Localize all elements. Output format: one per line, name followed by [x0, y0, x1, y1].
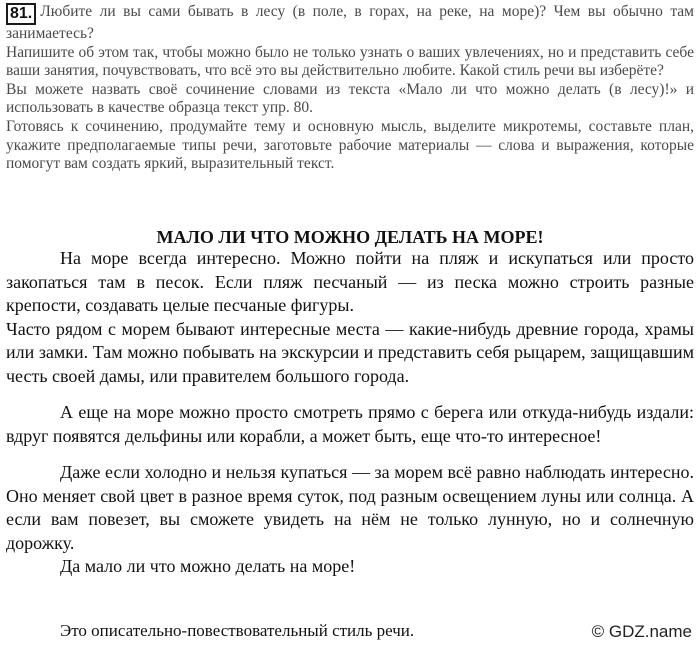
- exercise-number: 81.: [6, 3, 36, 25]
- task-line-2: Напишите об этом так, чтобы можно было не только узнать о ваших увлечениях, но и представить себе ваши занятия, почувствовать, что всё это вы действительно любите. Какой стиль речи вы изберёте?: [6, 43, 694, 80]
- task-text-1: Любите ли вы сами бывать в лесу (в поле, в горах, на реке, на море)? Чем вы обычно там занимаетесь?: [6, 3, 694, 42]
- exercise-task: [6, 3, 694, 174]
- essay-paragraph-3: А еще на море можно просто смотреть прямо с берега или откуда-нибудь издали: вдруг появятся дельфины или корабли, а может быть, еще что-то интересное!: [6, 402, 694, 446]
- essay-paragraph-2: Часто рядом с морем бывают интересные места — какие-нибудь древние города, храмы или замки. Там можно побывать на экскурсии и представить себя рыцарем, защищавшим честь своей дамы, или правителем большого города.: [6, 318, 694, 386]
- essay-paragraph-4: Даже если холодно и нельзя купаться — за морем всё равно наблюдать интересно. Оно меняет свой цвет в разное время суток, под разным освещением луны или солнца. А если вам повезет, вы сможете увидеть на нём не только лунную, но и солнечную дорожку.: [6, 462, 694, 553]
- task-line-3: Вы можете назвать своё сочинение словами из текста «Мало ли что можно делать (в лесу)!» и использовать в качестве образца текст упр. 80.: [6, 80, 694, 117]
- task-line-1: [6, 3, 694, 44]
- essay-paragraph-1: На море всегда интересно. Можно пойти на пляж и искупаться или просто закопаться там в песок. Если пляж песчаный — из песка можно строить разные крепости, создавать целые песчаные фигуры.: [6, 248, 694, 315]
- site-watermark: © GDZ.name: [591, 622, 692, 641]
- task-line-4: Готовясь к сочинению, продумайте тему и основную мысль, выделите микротемы, составьте план, укажите предполагаемые типы речи, заготовьте рабочие материалы — слова и выражения, которые помогут вам создать яркий, выразительный текст.: [6, 117, 694, 173]
- essay-title: МАЛО ЛИ ЧТО МОЖНО ДЕЛАТЬ НА МОРЕ!: [156, 227, 544, 247]
- essay-body: [6, 247, 694, 579]
- essay-paragraph-5: Да мало ли что можно делать на море!: [60, 556, 356, 576]
- essay-conclusion: Это описательно-повествовательный стиль речи.: [60, 621, 415, 640]
